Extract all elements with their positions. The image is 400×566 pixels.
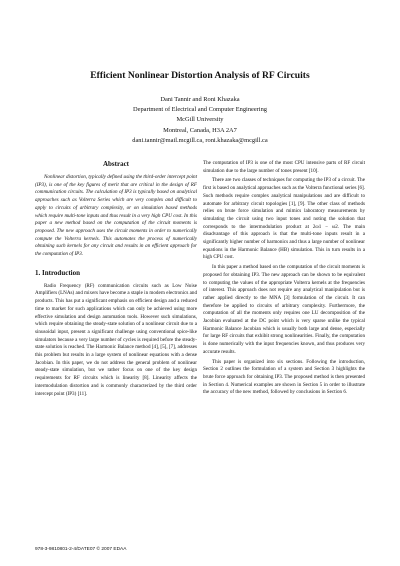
body-paragraph: The computation of IP3 is one of the most CPU intensive parts of RF circuit simulation due to the large number of tones present [10]. xyxy=(203,160,365,174)
left-column xyxy=(35,160,197,398)
introduction-heading: 1. Introduction xyxy=(35,268,80,277)
author-block xyxy=(0,95,400,146)
author-location: Montreal, Canada, H3A 2A7 xyxy=(163,126,237,134)
author-names: Dani Tannir and Roni Khazaka xyxy=(160,96,240,103)
paper-title: Efficient Nonlinear Distortion Analysis of RF Circuits xyxy=(90,70,310,81)
copyright-footer: 978-3-9810801-2-4/DATE07 © 2007 EDAA xyxy=(35,547,127,552)
author-emails: dani.tannir@mail.mcgill.ca, roni.khazaka@mcgill.ca xyxy=(132,136,268,144)
introduction-paragraph: Radio Frequency (RF) communication circuits such as Low Noise Amplifiers (LNAs) and mixers have become a staple in modern electronics and products. This has put a significant emphasis on efficient design and a reduced time to market for such applications which can only be achieved using more effective simulation and design automation tools. However such simulations, which require obtaining the steady-state solution of a nonlinear circuit due to a sinusoidal input, present a significant challenge using conventional spice-like simulators because a very large number of cycles is required before the steady-state solution is reached. The Harmonic Balance method [4], [5], [7], addresses this problem but results in a large system of nonlinear equations with a dense Jacobian. In this paper, we do not address the general problem of nonlinear steady-state simulation, but we rather focus on one of the key design requirements for RF circuits which is linearity [8]. Linearity affects the intermodulation distortion and is commonly characterized by the third order intercept point (IP3) [11]. xyxy=(35,282,197,397)
body-paragraph: In this paper a method based on the computation of the circuit moments is proposed for obtaining IP3. The new approach can be shown to be equivalent to computing the values of the appropriate Volterra kernels at the frequencies of interest. This approach does not require any analytical manipulation but is rather applied directly to the MNA [3] formulation of the circuit. It can therefore be applied to circuits of arbitrary complexity. Furthermore, the computation of all the moments only requires one LU decomposition of the Jacobian evaluated at the DC point which is very sparse unlike the typical Harmonic Balance Jacobian which is usually both large and dense, especially for large RF circuits that exhibit strong nonlinearities. Finally, the computation is done numerically with the input frequencies known, and thus produces very accurate results. xyxy=(203,264,365,355)
body-paragraph: This paper is organized into six sections. Following the introduction, Section 2 outlines the formulation of a system and Section 3 highlights the brute force approach for obtaining IP3. The proposed method is then presented in Section 4. Numerical examples are shown in Section 5 in order to illustrate the accuracy of the new method, followed by conclusions in Section 6. xyxy=(203,358,365,396)
body-paragraph: There are two classes of techniques for computing the IP3 of a circuit. The first is based on analytical approaches such as the Volterra functional series [6]. Such methods require complex analytical manipulations and are difficult to automate for arbitrary circuit topologies [1], [9]. The other class of methods relies on brute force simulation and mimics laboratory measurements by simulating the circuit using two input tones and noting the solution that corresponds to the intermodulation product at 2ω1 − ω2. The main disadvantage of this approach is that the multi-tone inputs result in a significantly higher number of harmonics and thus a large number of nonlinear equations in the Harmonic Balance (HB) simulation. This in turn results in a high CPU cost. xyxy=(203,177,365,261)
author-department: Department of Electrical and Computer Engineering xyxy=(133,106,267,114)
author-university: McGill University xyxy=(176,116,224,124)
abstract-text: Nonlinear distortion, typically defined using the third-order intercept point (IP3), is one of the key figures of merit that are critical in the design of RF communication circuits. The calculation of IP3 is typically based on analytical approaches such as Volterra Series which are very complex and difficult to apply to circuits of arbitrary complexity, or on simulation based methods which require multi-tone inputs and thus result in a very high CPU cost. In this paper a new method based on the computation of the circuit moments is proposed. The new approach uses the circuit moments in order to numerically compute the Volterra kernels. This automates the process of numerically obtaining such kernels for any circuit and results in an efficient approach for the computation of IP3. xyxy=(35,174,197,258)
abstract-heading: Abstract xyxy=(102,160,130,168)
right-column xyxy=(203,160,365,397)
